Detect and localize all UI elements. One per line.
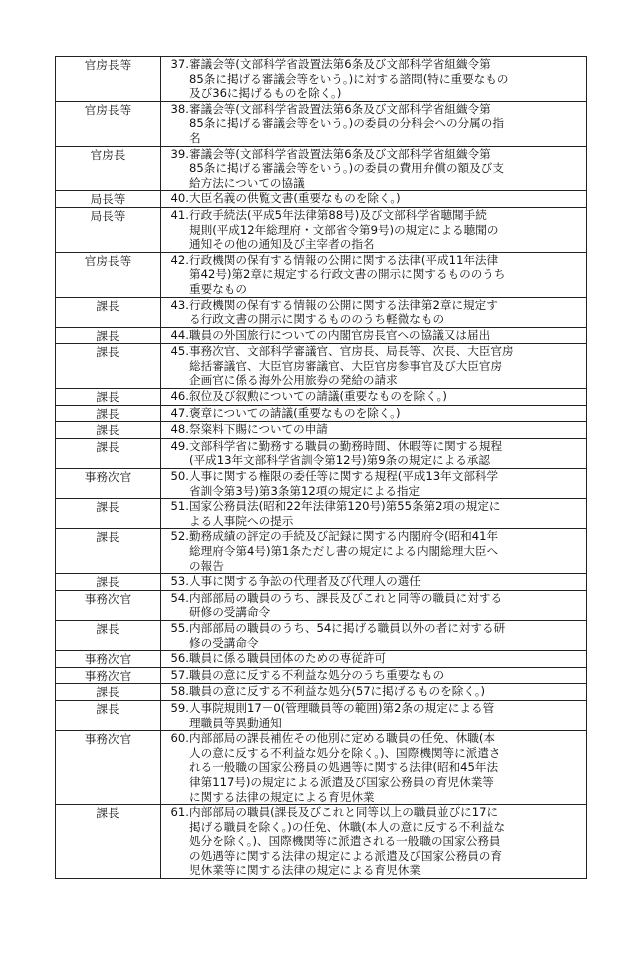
authority-cell: 課長: [56, 327, 161, 344]
item-text: 文部科学省に勤務する職員の勤務時間、休暇等に関する規程: [189, 438, 503, 453]
item-text: る行政文書の開示に関するもののうち軽微なもの: [189, 312, 445, 327]
item-cell: [161, 438, 587, 468]
item-line: [165, 208, 583, 223]
table-row: [56, 667, 587, 684]
authority-cell: 事務次官: [56, 731, 161, 805]
item-cell: [161, 146, 587, 191]
item-cell: [161, 57, 587, 102]
item-cell: [161, 101, 587, 146]
item-text: 規則(平成12年総理府・文部省令第9号)の規定による聴聞の: [189, 222, 499, 237]
item-number: 51.: [170, 499, 189, 514]
item-cell: [161, 297, 587, 327]
table-row: [56, 146, 587, 191]
item-text: 行政手続法(平成5年法律第88号)及び文部科学省聴聞手続: [189, 207, 487, 222]
item-cell: [161, 651, 587, 668]
table-row: [56, 499, 587, 529]
item-text: 総括審議官、大臣官房審議官、大臣官房参事官及び大臣官房: [189, 358, 503, 373]
item-line: [165, 131, 583, 146]
item-cell: [161, 667, 587, 684]
item-number: 37.: [170, 57, 189, 71]
item-text: 職員の意に反する不利益な処分(57に掲げるものを除く。): [189, 684, 486, 699]
item-number: [165, 161, 189, 176]
item-line: [165, 529, 583, 544]
item-text: 内部部局の職員のうち、54に掲げる職員以外の者に対する研: [189, 620, 506, 635]
item-line: [165, 102, 583, 117]
item-text: 審議会等(文部科学省設置法第6条及び文部科学省組織令第: [189, 101, 491, 116]
item-text: の報告: [189, 558, 224, 573]
item-number: [165, 72, 189, 87]
item-line: [165, 684, 583, 699]
item-text: 処分を除く。)、国際機関等に派遣される一般職の国家公務員: [189, 834, 501, 849]
item-line: [165, 312, 583, 327]
table-row: [56, 207, 587, 252]
item-line: [165, 863, 583, 878]
item-text: 理職員等異動通知: [189, 715, 282, 730]
authority-cell: 課長: [56, 405, 161, 422]
item-line: [165, 328, 583, 343]
item-cell: [161, 327, 587, 344]
table-row: [56, 574, 587, 591]
item-line: [165, 574, 583, 589]
item-number: 61.: [170, 805, 189, 820]
item-text: 及び36に掲げるものを除く。): [189, 86, 342, 101]
item-text: 通知その他の通知及び主宰者の指名: [189, 237, 375, 252]
item-line: [165, 849, 583, 864]
table-row: [56, 731, 587, 805]
item-text: 審議会等(文部科学省設置法第6条及び文部科学省組織令第: [189, 146, 491, 161]
item-text: 人事に関する権限の委任等に関する規程(平成13年文部科学: [189, 469, 499, 484]
item-number: 50.: [170, 469, 189, 484]
item-line: [165, 72, 583, 87]
item-cell: [161, 207, 587, 252]
item-cell: [161, 684, 587, 701]
item-line: [165, 668, 583, 683]
table-row: [56, 389, 587, 406]
item-text: 人の意に反する不利益な処分を除く。)、国際機関等に派遣さ: [189, 745, 501, 760]
item-text: 企画官に係る海外公用旅券の発給の請求: [189, 373, 398, 388]
item-cell: [161, 574, 587, 591]
item-text: 職員の意に反する不利益な処分のうち重要なもの: [189, 667, 445, 682]
item-line: [165, 514, 583, 529]
item-text: 人事院規則17－0(管理職員等の範囲)第2条の規定による管: [189, 700, 495, 715]
item-number: [165, 544, 189, 559]
item-line: [165, 267, 583, 282]
item-number: 60.: [170, 731, 189, 746]
item-text: 第42号)第2章に規定する行政文書の開示に関するもののうち: [189, 267, 506, 282]
item-number: [165, 86, 189, 101]
item-line: [165, 499, 583, 514]
item-number: 39.: [170, 146, 189, 161]
item-line: [165, 834, 583, 849]
item-cell: [161, 529, 587, 574]
table-row: [56, 684, 587, 701]
item-number: [165, 746, 189, 761]
item-line: [165, 544, 583, 559]
table-row: [56, 438, 587, 468]
item-number: 49.: [170, 438, 189, 453]
item-text: 内部部局の職員のうち、課長及びこれと同等の職員に対する: [189, 590, 503, 605]
item-line: [165, 389, 583, 404]
item-text: 研修の受講命令: [189, 605, 271, 620]
item-number: [165, 237, 189, 252]
item-cell: [161, 389, 587, 406]
table-row: [56, 529, 587, 574]
item-cell: [161, 590, 587, 620]
item-text: 律第117号)の規定による派遣及び国家公務員の育児休業等: [189, 774, 494, 789]
item-number: [165, 373, 189, 388]
item-line: [165, 805, 583, 820]
item-line: [165, 636, 583, 651]
item-text: 人事に関する争訟の代理者及び代理人の選任: [189, 574, 421, 589]
item-text: 給方法についての協議: [189, 175, 305, 190]
item-text: 審議会等(文部科学省設置法第6条及び文部科学省組織令第: [189, 57, 491, 71]
item-line: [165, 57, 583, 72]
table-row: [56, 344, 587, 389]
item-text: 内部部局の職員(課長及びこれと同等以上の職員並びに17に: [189, 805, 499, 820]
item-number: 58.: [170, 684, 189, 699]
item-line: [165, 716, 583, 731]
item-text: 大臣名義の供覧文書(重要なものを除く。): [189, 191, 401, 206]
item-text: 行政機関の保有する情報の公開に関する法律第2章に規定す: [189, 297, 498, 312]
item-number: [165, 514, 189, 529]
item-number: 55.: [170, 620, 189, 635]
item-text: 行政機関の保有する情報の公開に関する法律(平成11年法律: [189, 252, 499, 267]
table-row: [56, 469, 587, 499]
item-line: [165, 86, 583, 101]
item-cell: [161, 405, 587, 422]
authority-cell: 官房長: [56, 146, 161, 191]
item-text: 祭粢料下賜についての申請: [189, 422, 328, 437]
item-number: 54.: [170, 590, 189, 605]
item-text: 叙位及び叙勲についての請議(重要なものを除く。): [189, 389, 447, 404]
table-row: [56, 620, 587, 650]
item-number: [165, 605, 189, 620]
authority-cell: 課長: [56, 529, 161, 574]
item-line: [165, 237, 583, 252]
authority-cell: 課長: [56, 499, 161, 529]
item-line: [165, 775, 583, 790]
item-text: 修の受講命令: [189, 635, 259, 650]
item-number: 41.: [170, 207, 189, 222]
item-line: [165, 484, 583, 499]
item-line: [165, 359, 583, 374]
table-row: [56, 700, 587, 730]
item-number: [165, 359, 189, 374]
item-number: 43.: [170, 297, 189, 312]
authority-cell: 事務次官: [56, 667, 161, 684]
item-text: 職員の外国旅行についての内閣官房長官への協議又は届出: [189, 327, 491, 342]
item-line: [165, 820, 583, 835]
item-text: 85条に掲げる審議会等をいう。)に対する諮問(特に重要なもの: [189, 71, 509, 86]
item-number: [165, 849, 189, 864]
item-number: 42.: [170, 252, 189, 267]
delegation-table: [55, 56, 587, 879]
item-number: [165, 775, 189, 790]
item-number: [165, 282, 189, 297]
item-number: 57.: [170, 667, 189, 682]
table-row: [56, 422, 587, 439]
item-line: [165, 701, 583, 716]
item-cell: [161, 191, 587, 208]
item-number: 53.: [170, 574, 189, 589]
item-cell: [161, 700, 587, 730]
item-cell: [161, 805, 587, 879]
item-text: (平成13年文部科学省訓令第12号)第9条の規定による承認: [189, 453, 490, 468]
item-line: [165, 406, 583, 421]
authority-cell: 課長: [56, 344, 161, 389]
authority-cell: 課長: [56, 422, 161, 439]
item-text: 重要なもの: [189, 281, 247, 296]
item-number: [165, 312, 189, 327]
authority-cell: 局長等: [56, 207, 161, 252]
item-number: [165, 790, 189, 805]
item-line: [165, 439, 583, 454]
item-number: [165, 834, 189, 849]
item-number: [165, 760, 189, 775]
item-line: [165, 790, 583, 805]
item-text: 勤務成績の評定の手続及び記録に関する内閣府令(昭和41年: [189, 529, 499, 544]
item-line: [165, 746, 583, 761]
item-line: [165, 147, 583, 162]
item-number: [165, 484, 189, 499]
item-line: [165, 373, 583, 388]
item-number: [165, 636, 189, 651]
item-number: 52.: [170, 529, 189, 544]
item-text: 省訓令第3号)第3条第12項の規定による指定: [189, 483, 421, 498]
item-line: [165, 469, 583, 484]
item-text: 内部部局の課長補佐その他別に定める職員の任免、休職(本: [189, 731, 495, 746]
item-line: [165, 176, 583, 191]
authority-cell: 課長: [56, 574, 161, 591]
item-number: 56.: [170, 651, 189, 666]
item-text: 名: [189, 130, 201, 145]
item-text: 85条に掲げる審議会等をいう。)の委員の費用弁償の額及び支: [189, 161, 504, 176]
item-number: 59.: [170, 700, 189, 715]
item-number: [165, 131, 189, 146]
authority-cell: 課長: [56, 684, 161, 701]
item-cell: [161, 499, 587, 529]
item-number: 46.: [170, 389, 189, 404]
authority-cell: 課長: [56, 389, 161, 406]
item-number: [165, 863, 189, 878]
item-cell: [161, 731, 587, 805]
item-number: [165, 267, 189, 282]
item-text: よる人事院への提示: [189, 513, 294, 528]
item-number: 38.: [170, 101, 189, 116]
item-line: [165, 191, 583, 206]
item-line: [165, 760, 583, 775]
item-line: [165, 161, 583, 176]
authority-cell: 官房長等: [56, 57, 161, 102]
item-number: 47.: [170, 405, 189, 420]
item-number: [165, 223, 189, 238]
item-cell: [161, 422, 587, 439]
item-text: 総理府令第4号)第1条ただし書の規定による内閣総理大臣へ: [189, 544, 499, 558]
authority-cell: 課長: [56, 805, 161, 879]
table-row: [56, 651, 587, 668]
item-line: [165, 344, 583, 359]
item-text: の処遇等に関する法律の規定による派遣及び国家公務員の育: [189, 848, 503, 863]
authority-cell: 課長: [56, 438, 161, 468]
table-row: [56, 327, 587, 344]
item-line: [165, 253, 583, 268]
item-text: に関する法律の規定による育児休業: [189, 789, 375, 804]
item-line: [165, 591, 583, 606]
item-number: [165, 453, 189, 468]
item-line: [165, 422, 583, 437]
item-line: [165, 651, 583, 666]
item-line: [165, 298, 583, 313]
item-number: [165, 116, 189, 131]
item-line: [165, 116, 583, 131]
item-line: [165, 223, 583, 238]
authority-cell: 課長: [56, 620, 161, 650]
item-text: 褒章についての請議(重要なものを除く。): [189, 405, 401, 420]
item-line: [165, 605, 583, 620]
item-number: [165, 559, 189, 574]
authority-cell: 局長等: [56, 191, 161, 208]
authority-cell: 官房長等: [56, 252, 161, 297]
item-number: 45.: [170, 344, 189, 359]
item-text: れる一般職の国家公務員の処遇等に関する法律(昭和45年法: [189, 760, 499, 775]
item-line: [165, 731, 583, 746]
item-number: [165, 176, 189, 191]
item-line: [165, 621, 583, 636]
item-text: 児休業等に関する法律の規定による育児休業: [189, 863, 421, 878]
item-text: 掲げる職員を除く。)の任免、休職(本人の意に反する不利益な: [189, 819, 506, 834]
item-number: 44.: [170, 327, 189, 342]
item-line: [165, 453, 583, 468]
item-line: [165, 559, 583, 574]
authority-cell: 事務次官: [56, 469, 161, 499]
item-cell: [161, 344, 587, 389]
authority-cell: 事務次官: [56, 651, 161, 668]
item-line: [165, 282, 583, 297]
item-text: 事務次官、文部科学審議官、官房長、局長等、次長、大臣官房: [189, 344, 514, 359]
table-row: [56, 191, 587, 208]
table-row: [56, 805, 587, 879]
table-row: [56, 297, 587, 327]
item-cell: [161, 252, 587, 297]
table-row: [56, 590, 587, 620]
table-row: [56, 405, 587, 422]
item-text: 職員に係る職員団体のための専従許可: [189, 651, 387, 666]
table-row: [56, 252, 587, 297]
authority-cell: 課長: [56, 700, 161, 730]
item-number: [165, 716, 189, 731]
item-number: 40.: [170, 191, 189, 206]
authority-cell: 課長: [56, 297, 161, 327]
authority-cell: 事務次官: [56, 590, 161, 620]
item-number: 48.: [170, 422, 189, 437]
table-body: [56, 57, 587, 879]
item-text: 国家公務員法(昭和22年法律第120号)第55条第2項の規定に: [189, 499, 501, 514]
item-number: [165, 820, 189, 835]
authority-cell: 官房長等: [56, 101, 161, 146]
item-cell: [161, 469, 587, 499]
item-cell: [161, 620, 587, 650]
item-text: 85条に掲げる審議会等をいう。)の委員の分科会への分属の指: [189, 116, 504, 131]
table-row: [56, 101, 587, 146]
table-row: [56, 57, 587, 102]
